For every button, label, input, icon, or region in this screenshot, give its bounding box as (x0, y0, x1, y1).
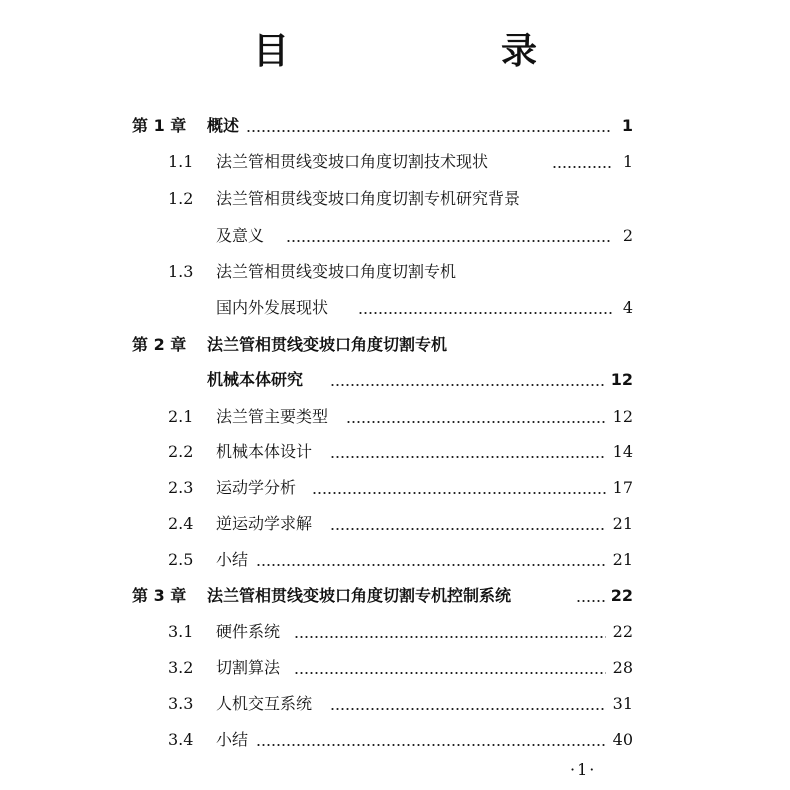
section-number: 3.3 (168, 694, 194, 713)
toc-entry (0, 333, 790, 357)
dot-leader (330, 456, 606, 458)
page-number: 1 (621, 116, 633, 135)
page-number: 17 (612, 478, 633, 497)
page-number: 12 (612, 407, 633, 426)
section-number: 3.2 (168, 658, 194, 677)
toc-entry (0, 150, 790, 174)
entry-title: 小结 (216, 550, 249, 569)
entry-title: 法兰管相贯线变坡口角度切割专机研究背景 (216, 189, 521, 208)
entry-title: 人机交互系统 (216, 694, 313, 713)
dot-leader (330, 708, 606, 710)
page-number: 1 (622, 152, 633, 171)
dot-leader (312, 492, 606, 494)
toc-entry (0, 440, 790, 464)
dot-leader (330, 528, 606, 530)
section-number: 2.2 (168, 442, 194, 461)
dot-leader (358, 312, 612, 314)
entry-title: 法兰管相贯线变坡口角度切割专机控制系统 (207, 586, 512, 605)
toc-entry (0, 512, 790, 536)
page-number: 14 (612, 442, 633, 461)
toc-entry (0, 656, 790, 680)
entry-title: 硬件系统 (216, 622, 281, 641)
dot-leader (330, 384, 606, 386)
page-number: 21 (612, 514, 633, 533)
dot-leader (552, 166, 612, 168)
entry-title: 法兰管相贯线变坡口角度切割专机 (216, 262, 457, 281)
toc-entry (0, 187, 790, 211)
toc-entry (0, 584, 790, 608)
page-number: 4 (622, 298, 633, 317)
page-number: 40 (612, 730, 633, 749)
section-number: 2.1 (168, 407, 194, 426)
section-number: 1.1 (168, 152, 194, 171)
page-number: 22 (612, 622, 633, 641)
page-number: 28 (612, 658, 633, 677)
entry-title: 国内外发展现状 (216, 298, 329, 317)
entry-title: 切割算法 (216, 658, 281, 677)
section-number: 2.3 (168, 478, 194, 497)
dot-leader (286, 240, 612, 242)
toc-entry (0, 405, 790, 429)
page-title: 目 录 (252, 31, 625, 72)
toc-entry-continued (0, 224, 790, 248)
toc-entry (0, 620, 790, 644)
toc-entry-continued (0, 368, 790, 392)
toc-entry (0, 692, 790, 716)
dot-leader (246, 130, 612, 132)
entry-title: 逆运动学求解 (216, 514, 313, 533)
section-number: 1.2 (168, 189, 194, 208)
entry-title: 概述 (207, 116, 240, 135)
dot-leader (294, 672, 606, 674)
section-number: 1.3 (168, 262, 194, 281)
entry-title: 法兰管主要类型 (216, 407, 329, 426)
entry-title: 机械本体设计 (216, 442, 313, 461)
entry-title: 及意义 (216, 226, 265, 245)
entry-title: 小结 (216, 730, 249, 749)
toc-entry (0, 728, 790, 752)
page-number: 2 (622, 226, 633, 245)
page-number: 22 (610, 586, 633, 605)
dot-leader (256, 744, 606, 746)
entry-title: 机械本体研究 (207, 370, 304, 389)
entry-title: 法兰管相贯线变坡口角度切割专机 (207, 335, 448, 354)
chapter-number: 第 1 章 (132, 116, 187, 135)
toc-entry (0, 260, 790, 284)
section-number: 3.4 (168, 730, 194, 749)
toc-entry (0, 476, 790, 500)
dot-leader (576, 600, 606, 602)
dot-leader (346, 421, 606, 423)
folio-page-number: ·1· (570, 760, 597, 779)
toc-entry-continued (0, 296, 790, 320)
chapter-number: 第 3 章 (132, 586, 187, 605)
page-number: 31 (612, 694, 633, 713)
chapter-number: 第 2 章 (132, 335, 187, 354)
entry-title: 运动学分析 (216, 478, 297, 497)
toc-entry (0, 548, 790, 572)
page-number: 12 (610, 370, 633, 389)
page-number: 21 (612, 550, 633, 569)
entry-title: 法兰管相贯线变坡口角度切割技术现状 (216, 152, 489, 171)
section-number: 2.5 (168, 550, 194, 569)
dot-leader (256, 564, 606, 566)
section-number: 3.1 (168, 622, 194, 641)
section-number: 2.4 (168, 514, 194, 533)
dot-leader (294, 636, 606, 638)
toc-entry (0, 114, 790, 138)
